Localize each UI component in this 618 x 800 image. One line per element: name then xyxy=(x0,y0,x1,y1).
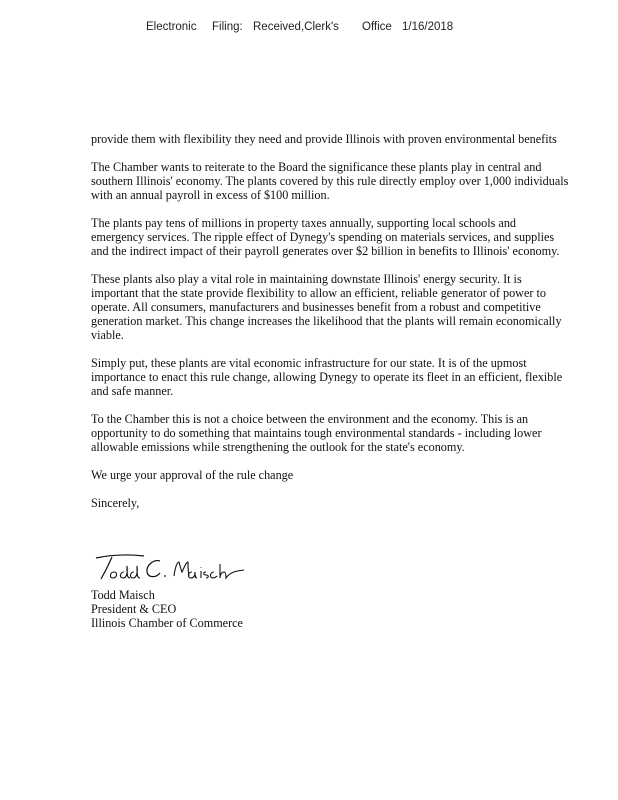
signer-name: Todd Maisch xyxy=(91,588,155,602)
paragraph-property-taxes: The plants pay tens of millions in property taxes annually, supporting local schools and emergency services. The ripple effect of Dynegy's spending on materials services, and supplies and the indirect impact of their payroll generates over $2 billion in benefits to Illinois' economy. xyxy=(91,216,560,258)
header-electronic: Electronic xyxy=(146,21,197,33)
handwritten-signature xyxy=(92,552,252,584)
signer-organization: Illinois Chamber of Commerce xyxy=(91,616,243,630)
filing-stamp-header xyxy=(146,21,453,33)
signature-block xyxy=(91,588,243,630)
paragraph-flexibility: provide them with flexibility they need and provide Illinois with proven environmental benefits xyxy=(91,132,557,146)
letter-body xyxy=(91,132,571,524)
signer-title: President & CEO xyxy=(91,602,177,616)
paragraph-environment-economy: To the Chamber this is not a choice between the environment and the economy. This is an opportunity to do something that maintains tough environmental standards - including lower allowable emissions while strengthening the outlook for the state's economy. xyxy=(91,412,542,454)
header-date: 1/16/2018 xyxy=(402,21,454,33)
header-filing: Filing: xyxy=(212,21,243,33)
paragraph-infrastructure: Simply put, these plants are vital economic infrastructure for our state. It is of the upmost importance to enact this rule change, allowing Dynegy to operate its fleet in an efficient, flexible and safe manner. xyxy=(91,356,563,398)
header-office: Office xyxy=(362,21,392,33)
header-received: Received,Clerk's xyxy=(253,21,339,33)
paragraph-energy-security: These plants also play a vital role in maintaining downstate Illinois' energy security. It is important that the state provide flexibility to allow an efficient, reliable generator of power to operate. All consumers, manufacturers and businesses benefit from a robust and competitive generation market. This change increases the likelihood that the plants will remain economically viable. xyxy=(91,272,562,342)
closing-sincerely: Sincerely, xyxy=(91,496,140,510)
paragraph-urge-approval: We urge your approval of the rule change xyxy=(91,468,294,482)
paragraph-significance: The Chamber wants to reiterate to the Board the significance these plants play in central and southern Illinois' economy. The plants covered by this rule directly employ over 1,000 individuals with an annual payroll in excess of $100 million. xyxy=(91,160,569,202)
